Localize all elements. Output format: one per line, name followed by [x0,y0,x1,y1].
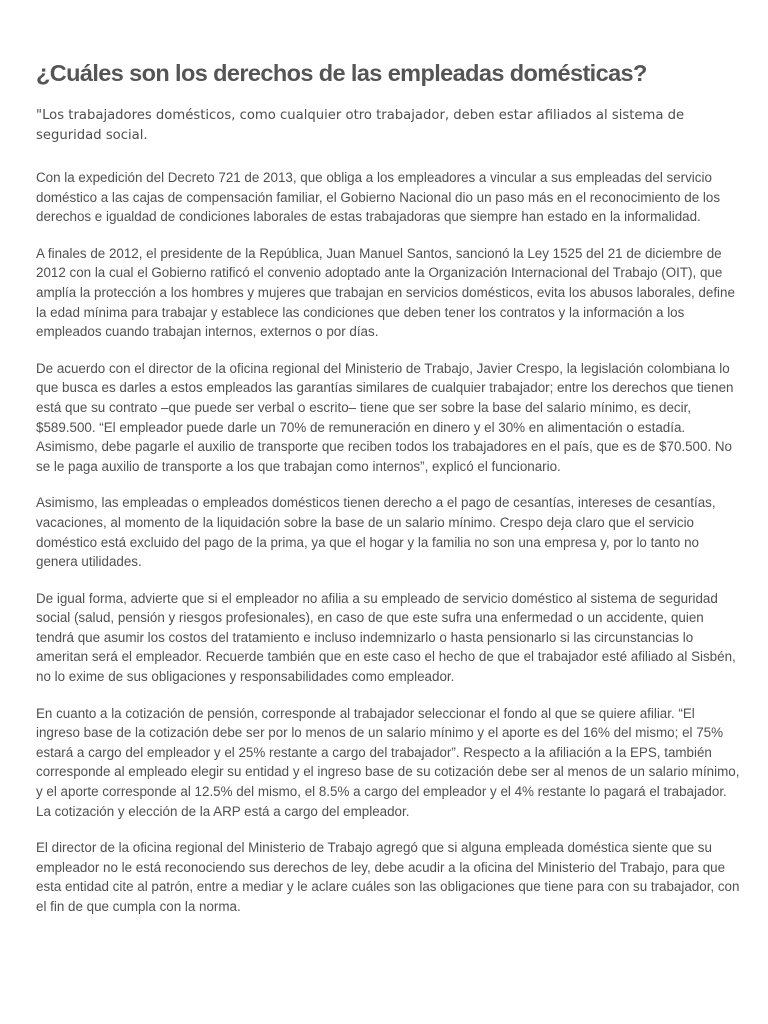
article-paragraph: El director de la oficina regional del Ministerio de Trabajo agregó que si alguna empleada doméstica siente que su empleador no le está reconociendo sus derechos de ley, debe acudir a la oficina del Ministerio del Trabajo, para que esta entidad cite al patrón, entre a mediar y le aclare cuáles son las obligaciones que tiene para con su trabajador, con el fin de que cumpla con la norma. [36,840,740,914]
article [36,58,740,934]
article-paragraph: En cuanto a la cotización de pensión, corresponde al trabajador seleccionar el fondo al que se quiere afiliar. “El ingreso base de la cotización debe ser por lo menos de un salario mínimo y el aporte es del 16% del mismo; el 75% estará a cargo del empleador y el 25% restante a cargo del trabajador”. Respecto a la afiliación a la EPS, también corresponde al empleado elegir su entidad y el ingreso base de su cotización debe ser al menos de un salario mínimo, y el aporte corresponde al 12.5% del mismo, el 8.5% a cargo del empleador y el 4% restante lo pagará el trabajador. La cotización y elección de la ARP está a cargo del empleador. [36,705,740,819]
article-paragraph: De igual forma, advierte que si el empleador no afilia a su empleado de servicio doméstico al sistema de seguridad social (salud, pensión y riesgos profesionales), en caso de que este sufra una enfermedad o un accidente, quien tendrá que asumir los costos del tratamiento e incluso indemnizarlo o hasta pensionarlo si las circunstancias lo ameritan será el empleador. Recuerde también que en este caso el hecho de que el trabajador esté afiliado al Sisbén, no lo exime de sus obligaciones y responsabilidades como empleador. [36,590,736,685]
article-lead: "Los trabajadores domésticos, como cualquier otro trabajador, deben estar afiliados al sistema de seguridad social. [36,108,685,143]
article-paragraph: Asimismo, las empleadas o empleados domésticos tienen derecho a el pago de cesantías, intereses de cesantías, vacaciones, al momento de la liquidación sobre la base de un salario mínimo. Crespo deja claro que el servicio doméstico está excluido del pago de la prima, ya que el hogar y la familia no son una empresa y, por lo tanto no genera utilidades. [36,495,716,570]
article-title: ¿Cuáles son los derechos de las empleadas domésticas? [36,60,647,86]
article-paragraph: De acuerdo con el director de la oficina regional del Ministerio de Trabajo, Javier Crespo, la legislación colombiana lo que busca es darles a estos empleados las garantías similares de cualquier trabajador; entre los derechos que tienen está que su contrato –que puede ser verbal o escrito– tiene que ser sobre la base del salario mínimo, es decir, $589.500. “El empleador puede darle un 70% de remuneración en dinero y el 30% en alimentación o estadía. Asimismo, debe pagarle el auxilio de transporte que reciben todos los trabajadores en el país, que es de $70.500. No se le paga auxilio de transporte a los que trabajan como internos”, explicó el funcionario. [36,360,734,474]
article-paragraph: Con la expedición del Decreto 721 de 2013, que obliga a los empleadores a vincular a sus empleadas del servicio doméstico a las cajas de compensación familiar, el Gobierno Nacional dio un paso más en el reconocimiento de los derechos e igualdad de condiciones laborales de estas trabajadoras que siempre han estado en la informalidad. [36,170,721,225]
article-paragraph: A finales de 2012, el presidente de la República, Juan Manuel Santos, sancionó la Ley 1525 del 21 de diciembre de 2012 con la cual el Gobierno ratificó el convenio adoptado ante la Organización Internacional del Trabajo (OIT), que amplía la protección a los hombres y mujeres que trabajan en servicios domésticos, evita los abusos laborales, define la edad mínima para trabajar y establece las condiciones que deben tener los contratos y la información a los empleados cuando trabajan internos, externos o por días. [36,245,735,340]
